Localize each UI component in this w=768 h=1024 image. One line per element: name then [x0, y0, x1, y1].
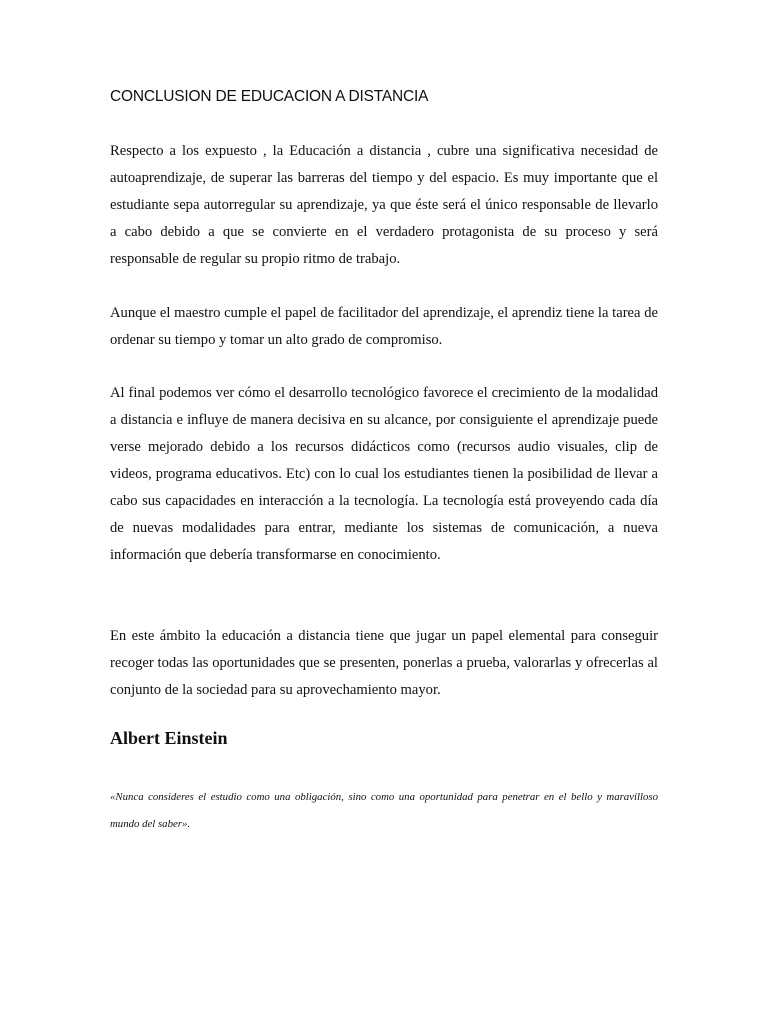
paragraph-4: En este ámbito la educación a distancia tiene que jugar un papel elemental para conseguir recoger todas las oportunidades que se presenten, ponerlas a prueba, valorarlas y ofrecerlas al conjunto de la sociedad para su aprovechamiento mayor. — [110, 628, 658, 698]
paragraph-3: Al final podemos ver cómo el desarrollo tecnológico favorece el crecimiento de la modalidad a distancia e influye de manera decisiva en su alcance, por consiguiente el aprendizaje puede verse mejorado debido a los recursos didácticos como (recursos audio visuales, clip de videos, programa educativos. Etc) con lo cual los estudiantes tienen la posibilidad de llevar a cabo sus capacidades en interacción a la tecnología. La tecnología está proveyendo cada día de nuevas modalidades para entrar, mediante los sistemas de comunicación, a nueva información que debería transformarse en conocimiento. — [110, 385, 658, 563]
quote-author-heading: Albert Einstein — [110, 728, 228, 748]
quote-text: «Nunca consideres el estudio como una obligación, sino como una oportunidad para penetrar en el bello y maravilloso mundo del saber». — [110, 791, 658, 830]
document-title: CONCLUSION DE EDUCACION A DISTANCIA — [110, 88, 429, 105]
paragraph-1: Respecto a los expuesto , la Educación a distancia , cubre una significativa necesidad de autoaprendizaje, de superar las barreras del tiempo y del espacio. Es muy importante que el estudiante sepa autorregular su aprendizaje, ya que éste será el único responsable de llevarlo a cabo debido a que se convierte en el verdadero protagonista de su proceso y será responsable de regular su propio ritmo de trabajo. — [110, 143, 658, 267]
paragraph-2: Aunque el maestro cumple el papel de facilitador del aprendizaje, el aprendiz tiene la tarea de ordenar su tiempo y tomar un alto grado de compromiso. — [110, 305, 658, 348]
